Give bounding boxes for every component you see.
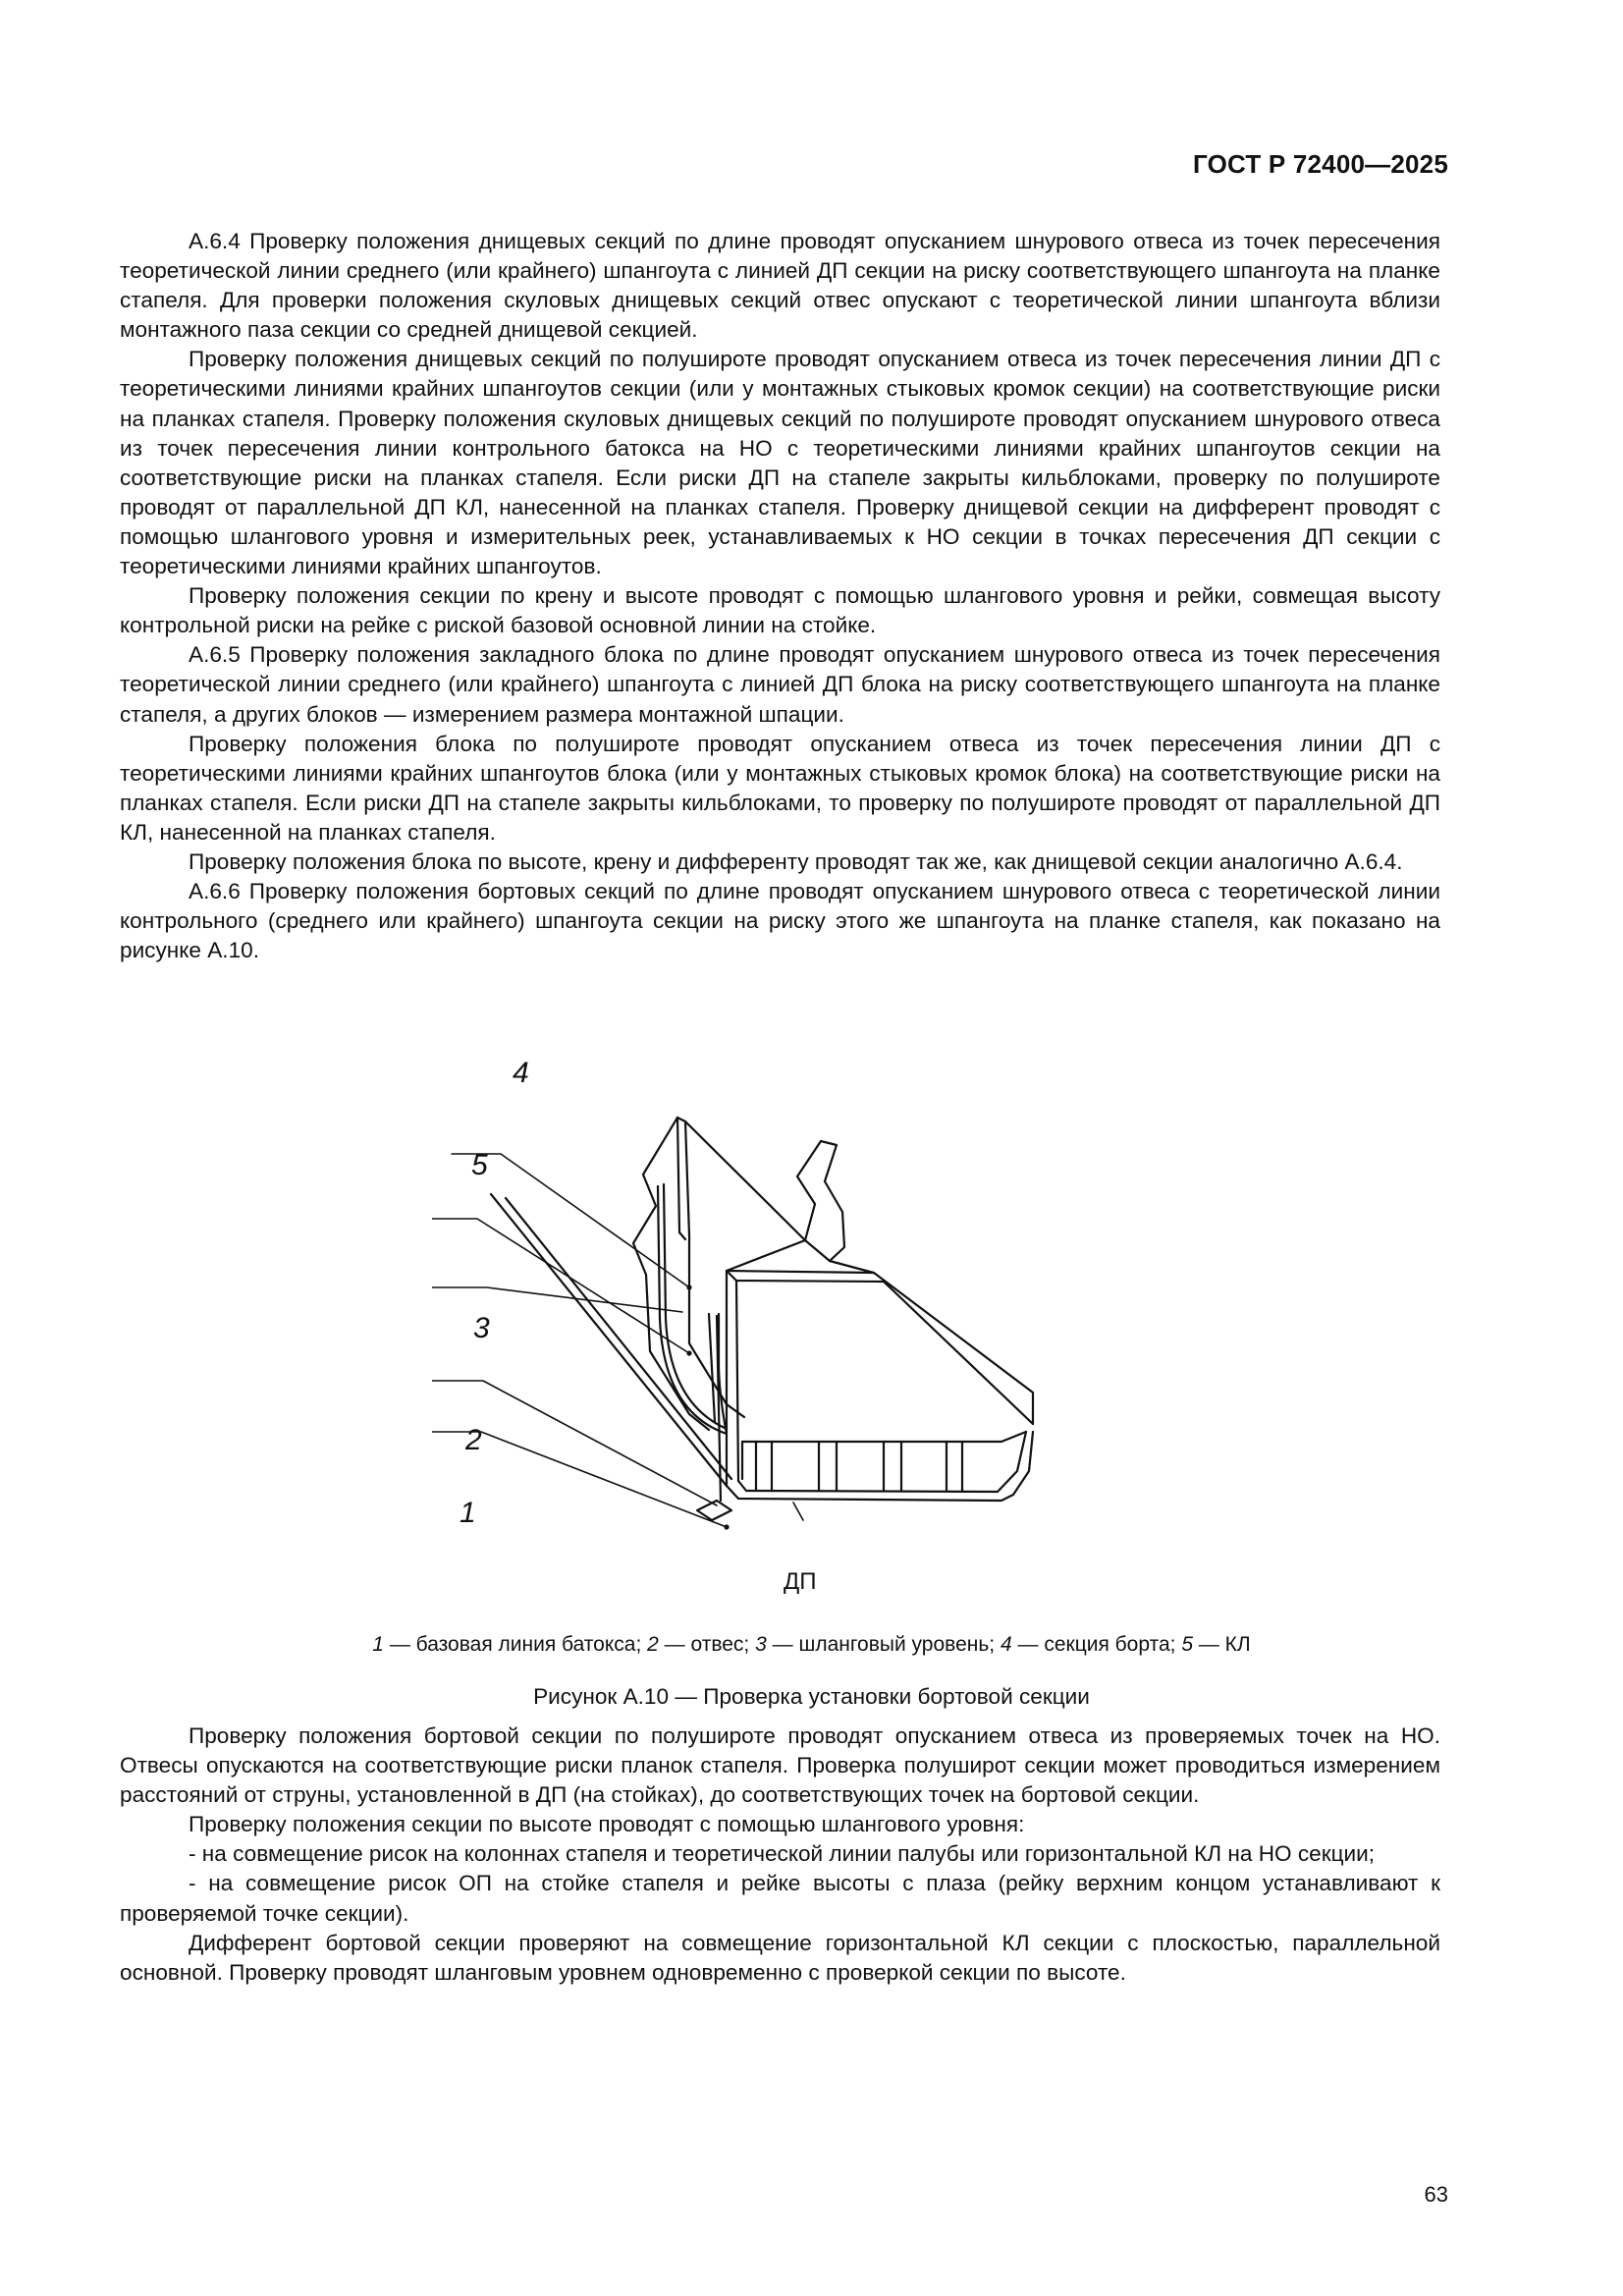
legend-text-3: — шланговый уровень;: [766, 1633, 1001, 1656]
paragraph-trim: Дифферент бортовой секции проверяют на совмещение горизонтальной КЛ секции с плоскостью, параллельной основной. Проверку проводят шланговым уровнем одновременно с проверкой секции по высоте.: [120, 1930, 1440, 1985]
paragraph-a65: А.6.5 Проверку положения закладного блока по длине проводят опусканием шнурового отвеса из точек пересечения теоретической линии среднего (или крайнего) шпангоута с линией ДП блока на риску соответствующего шпангоута на планке стапеля, а других блоков — измерением размера монтажной шпации.: [120, 642, 1440, 727]
legend-num-3: 3: [755, 1633, 767, 1656]
figure-label-4: 4: [513, 1057, 529, 1089]
paragraph-side-halfwidth: Проверку положения бортовой секции по полушироте проводят опусканием отвеса из проверяемых точек на НО. Отвесы опускаются на соответствующие риски планок стапеля. Проверка полуширот секции может проводиться измерением расстояний от струны, установленной в ДП (на стойках), до соответствующих точек на бортовой секции.: [120, 1723, 1440, 1808]
figure-label-2: 2: [465, 1424, 482, 1456]
legend-text-4: — секция борта;: [1011, 1633, 1182, 1656]
paragraph-height-check: Проверку положения секции по высоте проводят с помощью шлангового уровня:: [189, 1812, 1025, 1837]
figure-legend: [0, 1633, 1623, 1657]
document-standard-header: ГОСТ Р 72400—2025: [1193, 149, 1448, 179]
figure-caption: Рисунок А.10 — Проверка установки бортовой секции: [533, 1684, 1090, 1709]
legend-num-1: 1: [372, 1633, 384, 1656]
figure-label-dp: ДП: [784, 1568, 817, 1595]
legend-text-2: — отвес;: [658, 1633, 756, 1656]
legend-text-1: — базовая линия батокса;: [383, 1633, 648, 1656]
figure-label-1: 1: [460, 1497, 476, 1529]
body-text-top: [120, 227, 1440, 965]
legend-num-5: 5: [1181, 1633, 1193, 1656]
paragraph-roll-height: Проверку положения секции по крену и высоте проводят с помощью шлангового уровня и рейки, совмещая высоту контрольной риски на рейке с риской базовой основной линии на стойке.: [120, 583, 1440, 638]
list-item-rack: - на совмещение рисок ОП на стойке стапеля и рейке высоты с плаза (рейку верхним концом устанавливают к проверяемой точке секции).: [120, 1871, 1440, 1926]
figure-label-5: 5: [471, 1149, 488, 1181]
paragraph-block-height: Проверку положения блока по высоте, крену и дифференту проводят так же, как днищевой секции аналогично А.6.4.: [189, 848, 1403, 874]
figure-label-3: 3: [473, 1312, 490, 1344]
paragraph-a64: А.6.4 Проверку положения днищевых секций по длине проводят опусканием шнурового отвеса из точек пересечения теоретической линии среднего (или крайнего) шпангоута с линией ДП секции на риску соответствующего шпангоута на планке стапеля. Для проверки положения скуловых днищевых секций отвес опускают с теоретической линии шпангоута вблизи монтажного паза секции со средней днищевой секцией.: [120, 229, 1440, 343]
legend-text-5: — КЛ: [1193, 1633, 1251, 1656]
side-section-drawing: [432, 1039, 1139, 1609]
legend-num-4: 4: [1000, 1633, 1012, 1656]
list-item-columns: - на совмещение рисок на колоннах стапеля и теоретической линии палубы или горизонтальной КЛ на НО секции;: [189, 1841, 1376, 1867]
paragraph-bottom-halfwidth: Проверку положения днищевых секций по полушироте проводят опусканием отвеса из точек пересечения линии ДП с теоретическими линиями крайних шпангоутов секции (или у монтажных стыковых кромок секции) на соответствующие риски на планках стапеля. Проверку положения скуловых днищевых секций по полушироте проводят опусканием шнурового отвеса из точек пересечения линии контрольного батокса на НО с теоретическими линиями крайних шпангоутов секции на соответствующие риски на планках стапеля. Если риски ДП на стапеле закрыты кильблоками, проверку по полушироте проводят от параллельной ДП КЛ, нанесенной на планках стапеля. Проверку днищевой секции на дифферент проводят с помощью шлангового уровня и измерительных реек, устанавливаемых к НО секции в точках пересечения ДП секции с теоретическими линиями крайних шпангоутов.: [120, 347, 1440, 579]
paragraph-block-halfwidth: Проверку положения блока по полушироте проводят опусканием отвеса из точек пересечения линии ДП с теоретическими линиями крайних шпангоутов блока (или у монтажных стыковых кромок блока) на соответствующие риски на планках стапеля. Если риски ДП на стапеле закрыты кильблоками, то проверку по полушироте проводят от параллельной ДП КЛ, нанесенной на планках стапеля.: [120, 731, 1440, 845]
paragraph-a66: А.6.6 Проверку положения бортовых секций по длине проводят опусканием шнурового отвеса с теоретической линии контрольного (среднего или крайнего) шпангоута секции на риску этого же шпангоута на планке стапеля, как показано на рисунке А.10.: [120, 879, 1440, 963]
legend-num-2: 2: [647, 1633, 659, 1656]
body-text-bottom: [120, 1722, 1440, 1988]
page-number: 63: [1424, 2182, 1448, 2207]
figure-a10-drawing: [432, 1039, 1139, 1609]
